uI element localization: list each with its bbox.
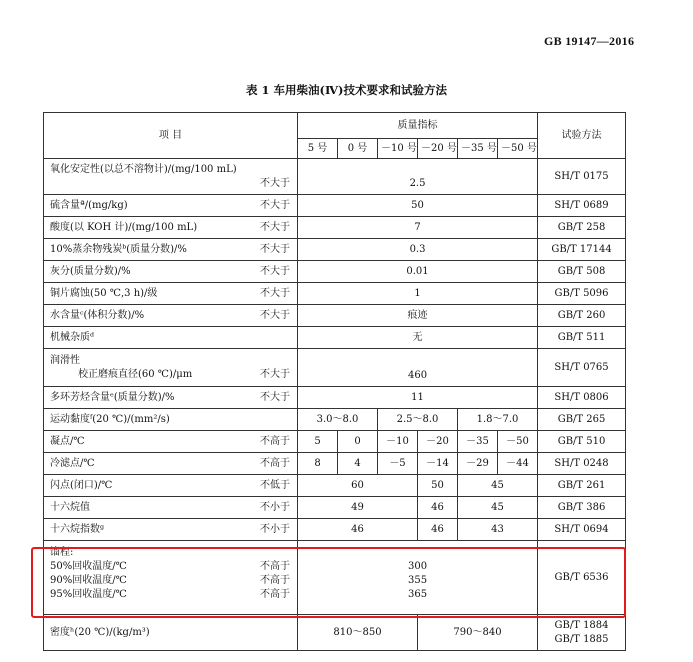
- value-cell: 8: [298, 453, 338, 475]
- distillation-value: 365: [407, 589, 428, 600]
- row-label: [44, 519, 298, 541]
- method-cell: SH/T 0689: [538, 195, 626, 217]
- method-cell: GB/T 261: [538, 475, 626, 497]
- row-label: [44, 387, 298, 409]
- row-label: [44, 239, 298, 261]
- row-label: [44, 305, 298, 327]
- standard-code: GB 19147—2016: [544, 34, 635, 48]
- method-cell: SH/T 0248: [538, 453, 626, 475]
- value-cell: 2.5: [298, 159, 538, 195]
- limit-text: 不大于: [260, 177, 290, 189]
- limit-text: 不大于: [260, 368, 290, 380]
- value-cell: 4: [338, 453, 378, 475]
- label-text: 润滑性: [50, 354, 80, 366]
- header-row: [44, 113, 626, 139]
- table-row: [44, 387, 626, 409]
- table-row: [44, 475, 626, 497]
- limit-text: 不高于: [260, 435, 290, 447]
- value-cell: 11: [298, 387, 538, 409]
- method-cell: GB/T 510: [538, 431, 626, 453]
- value-cell: 1.8～7.0: [458, 409, 538, 431]
- label-text: 硫含量ª/(mg/kg): [50, 199, 128, 211]
- method-cell: SH/T 0806: [538, 387, 626, 409]
- value-cell: －50: [498, 431, 538, 453]
- method-cell: GB/T 17144: [538, 239, 626, 261]
- label-text: 冷滤点/℃: [50, 457, 95, 469]
- value-cell: －20: [418, 431, 458, 453]
- row-label: [44, 497, 298, 519]
- label-text: 凝点/℃: [50, 435, 85, 447]
- label-text: 运动黏度ᶠ(20 ℃)/(mm²/s): [50, 413, 170, 425]
- table-row: [44, 217, 626, 239]
- grade-header: 5 号: [298, 139, 338, 159]
- row-label: [44, 541, 298, 615]
- table-row: [44, 615, 626, 651]
- limit-text: 不高于: [260, 561, 290, 572]
- label-text: 水含量ᶜ(体积分数)/%: [50, 309, 145, 321]
- row-label: [44, 283, 298, 305]
- method-text: GB/T 1885: [554, 633, 609, 645]
- value-cell: 3.0～8.0: [298, 409, 378, 431]
- table-row: [44, 195, 626, 217]
- row-label: [44, 409, 298, 431]
- limit-text: 不大于: [260, 221, 290, 233]
- value-cell: 460: [298, 349, 538, 387]
- row-label: [44, 453, 298, 475]
- label-text: 氧化安定性(以总不溶物计)/(mg/100 mL): [50, 163, 237, 175]
- row-label: [44, 261, 298, 283]
- limit-text: 不大于: [260, 391, 290, 403]
- label-text: 机械杂质ᵈ: [50, 331, 94, 343]
- method-cell: GB/T 511: [538, 327, 626, 349]
- value-cell: 0.01: [298, 261, 538, 283]
- method-cell: GB/T 265: [538, 409, 626, 431]
- limit-text: 不高于: [260, 589, 290, 600]
- limit-text: 不大于: [260, 287, 290, 299]
- table-row: [44, 327, 626, 349]
- label-text: 灰分(质量分数)/%: [50, 265, 131, 277]
- limit-text: 不小于: [260, 523, 290, 535]
- value-cell: －14: [418, 453, 458, 475]
- table-row: [44, 453, 626, 475]
- table-row: [44, 409, 626, 431]
- distillation-value: 355: [407, 575, 428, 586]
- grade-header: －10 号: [378, 139, 418, 159]
- value-cell: －5: [378, 453, 418, 475]
- method-cell: GB/T 5096: [538, 283, 626, 305]
- value-cell: 810～850: [298, 615, 418, 651]
- table-title: 表 1 车用柴油(Ⅳ)技术要求和试验方法: [246, 83, 447, 97]
- value-cell: [298, 541, 538, 615]
- value-cell: 46: [418, 497, 458, 519]
- grade-header: 0 号: [338, 139, 378, 159]
- method-header: 试验方法: [538, 113, 626, 159]
- label-text: 酸度(以 KOH 计)/(mg/100 mL): [50, 221, 198, 233]
- row-label: [44, 217, 298, 239]
- spec-table: [43, 112, 626, 651]
- value-cell: 46: [418, 519, 458, 541]
- method-text: GB/T 1884: [554, 619, 609, 631]
- value-cell: 60: [298, 475, 418, 497]
- sublabel-text: 校正磨痕直径(60 ℃)/μm: [78, 368, 193, 380]
- limit-text: 不低于: [260, 479, 290, 491]
- value-cell: 49: [298, 497, 418, 519]
- method-cell: GB/T 258: [538, 217, 626, 239]
- label-text: 95%回收温度/℃: [50, 589, 127, 600]
- limit-text: 不大于: [260, 265, 290, 277]
- label-text: 十六烷指数ᵍ: [50, 523, 104, 535]
- table-row: [44, 431, 626, 453]
- limit-text: 不高于: [260, 575, 290, 586]
- value-cell: －10: [378, 431, 418, 453]
- value-cell: 5: [298, 431, 338, 453]
- label-text: 密度ʰ(20 ℃)/(kg/m³): [50, 626, 150, 638]
- value-cell: 7: [298, 217, 538, 239]
- label-text: 闪点(闭口)/℃: [50, 479, 113, 491]
- label-text: 50%回收温度/℃: [50, 561, 127, 572]
- value-cell: 45: [458, 497, 538, 519]
- row-label: [44, 615, 298, 651]
- label-text: 90%回收温度/℃: [50, 575, 127, 586]
- method-cell: GB/T 6536: [538, 541, 626, 615]
- method-cell: SH/T 0765: [538, 349, 626, 387]
- value-cell: 50: [298, 195, 538, 217]
- table-row: [44, 519, 626, 541]
- table-row-distillation: [44, 541, 626, 615]
- table-row: [44, 159, 626, 195]
- grade-header: －50 号: [498, 139, 538, 159]
- method-cell: GB/T 386: [538, 497, 626, 519]
- value-cell: 50: [418, 475, 458, 497]
- row-label: [44, 195, 298, 217]
- value-cell: －44: [498, 453, 538, 475]
- value-cell: 2.5～8.0: [378, 409, 458, 431]
- method-cell: SH/T 0694: [538, 519, 626, 541]
- value-cell: 0: [338, 431, 378, 453]
- row-label: [44, 475, 298, 497]
- method-cell: GB/T 260: [538, 305, 626, 327]
- value-cell: 790～840: [418, 615, 538, 651]
- value-cell: 46: [298, 519, 418, 541]
- value-cell: 1: [298, 283, 538, 305]
- table-row: [44, 261, 626, 283]
- label-text: 十六烷值: [50, 501, 90, 513]
- row-label: [44, 431, 298, 453]
- label-text: 馏程:: [50, 547, 74, 558]
- row-label: [44, 159, 298, 195]
- value-cell: －35: [458, 431, 498, 453]
- value-cell: 45: [458, 475, 538, 497]
- item-header: 项 目: [44, 113, 298, 159]
- table-row: [44, 239, 626, 261]
- value-cell: 43: [458, 519, 538, 541]
- table-row: [44, 305, 626, 327]
- limit-text: 不大于: [260, 309, 290, 321]
- row-label: [44, 349, 298, 387]
- quality-header: 质量指标: [298, 113, 538, 139]
- value-cell: －29: [458, 453, 498, 475]
- label-text: 铜片腐蚀(50 ℃,3 h)/级: [50, 287, 158, 299]
- value-cell: 0.3: [298, 239, 538, 261]
- method-cell: SH/T 0175: [538, 159, 626, 195]
- limit-text: 不大于: [260, 199, 290, 211]
- table-row: [44, 283, 626, 305]
- label-text: 10%蒸余物残炭ᵇ(质量分数)/%: [50, 243, 187, 255]
- grade-header: －35 号: [458, 139, 498, 159]
- method-cell: GB/T 508: [538, 261, 626, 283]
- table-row: [44, 349, 626, 387]
- grade-header: －20 号: [418, 139, 458, 159]
- limit-text: 不小于: [260, 501, 290, 513]
- table-row: [44, 497, 626, 519]
- label-text: 多环芳烃含量ᵉ(质量分数)/%: [50, 391, 175, 403]
- method-cell: [538, 615, 626, 651]
- row-label: [44, 327, 298, 349]
- value-cell: 无: [298, 327, 538, 349]
- distillation-value: 300: [407, 561, 428, 572]
- limit-text: 不大于: [260, 243, 290, 255]
- limit-text: 不高于: [260, 457, 290, 469]
- value-cell: 痕迹: [298, 305, 538, 327]
